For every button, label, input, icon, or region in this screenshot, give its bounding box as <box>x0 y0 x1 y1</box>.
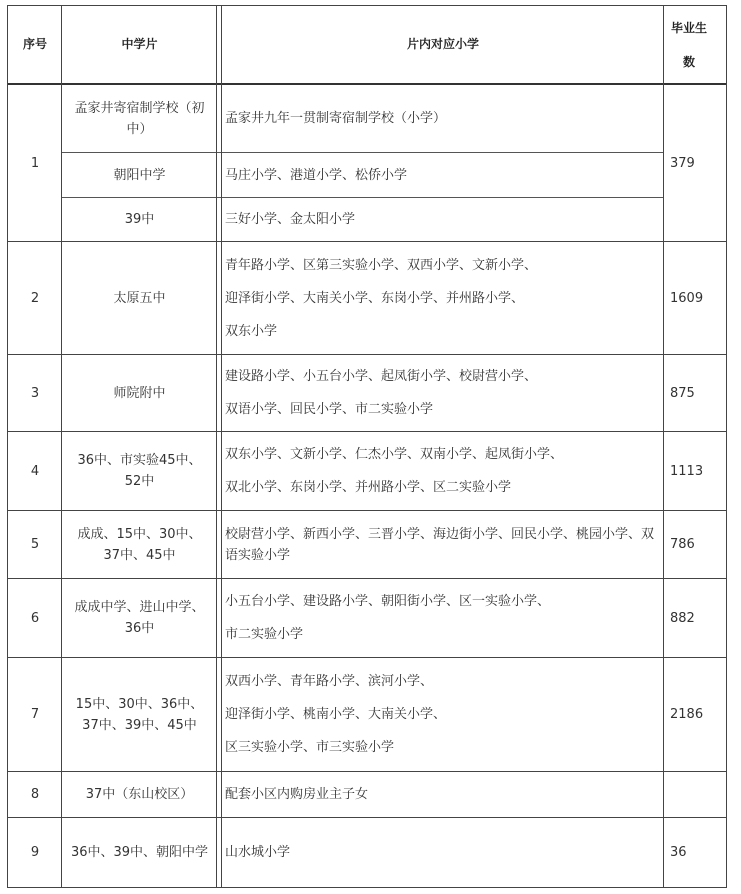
row-2-graduates: 1609 <box>670 290 704 306</box>
row-5-middle-school: 成成、15中、30中、37中、45中 <box>77 526 202 563</box>
row-3-middle-school: 师院附中 <box>113 385 166 401</box>
row-7-primary-schools: 双西小学、青年路小学、滨河小学、 迎泽街小学、桃南小学、大南关小学、 区三实验小学、市三实验小学 <box>225 674 447 755</box>
row-2-primary-schools: 青年路小学、区第三实验小学、双西小学、文新小学、 迎泽街小学、大南关小学、东岗小学、并州路小学、 双东小学 <box>225 257 538 339</box>
row-1a-primary-schools: 孟家井九年一贯制寄宿制学校（小学） <box>225 111 447 126</box>
row-7-middle-school: 15中、30中、36中、37中、39中、45中 <box>75 696 204 733</box>
row-1c-middle-school: 39中 <box>124 212 155 227</box>
row-9-primary-schools: 山水城小学 <box>225 845 291 860</box>
header-no: 序号 <box>22 37 47 51</box>
row-5-graduates: 786 <box>670 537 695 552</box>
row-5-primary-schools: 校尉营小学、新西小学、三晋小学、海边街小学、回民小学、桃园小学、双语实验小学 <box>225 526 655 563</box>
header-graduates: 毕业生数 <box>670 20 707 69</box>
row-1c-primary-schools: 三好小学、金太阳小学 <box>225 212 356 227</box>
row-1b-middle-school: 朝阳中学 <box>113 167 166 183</box>
row-1-graduates: 379 <box>670 155 695 171</box>
row-6-primary-schools: 小五台小学、建设路小学、朝阳街小学、区一实验小学、 市二实验小学 <box>225 594 551 642</box>
row-6-graduates: 882 <box>670 610 695 626</box>
row-4-primary-schools: 双东小学、文新小学、仁杰小学、双南小学、起凤街小学、 双北小学、东岗小学、并州路小学、区二实验小学 <box>225 447 564 495</box>
row-4-middle-school: 36中、市实验45中、52中 <box>77 453 202 489</box>
row-8-primary-schools: 配套小区内购房业主子女 <box>225 787 369 802</box>
table-border-right <box>726 5 727 888</box>
table-border-bottom <box>7 887 727 888</box>
row-3-primary-schools: 建设路小学、小五台小学、起凤街小学、校尉营小学、 双语小学、回民小学、市二实验小学 <box>225 369 538 417</box>
row-3-graduates: 875 <box>670 385 695 401</box>
row-9-graduates: 36 <box>670 845 687 860</box>
row-3-no: 3 <box>30 385 40 401</box>
row-6-middle-school: 成成中学、进山中学、36中 <box>74 600 205 636</box>
row-8-graduates <box>668 772 726 817</box>
row-6-no: 6 <box>30 610 40 626</box>
row-8-middle-school: 37中（东山校区） <box>85 787 194 802</box>
row-4-graduates: 1113 <box>670 463 704 479</box>
row-1a-middle-school: 孟家井寄宿制学校（初中） <box>74 100 205 137</box>
header-primary-schools: 片内对应小学 <box>406 37 479 51</box>
row-5-no: 5 <box>30 537 40 552</box>
row-2-middle-school: 太原五中 <box>113 290 166 306</box>
row-4-no: 4 <box>30 463 40 479</box>
column-divider <box>216 5 222 888</box>
row-9-no: 9 <box>30 845 40 860</box>
row-7-graduates: 2186 <box>670 707 704 722</box>
row-1b-primary-schools: 马庄小学、港道小学、松侨小学 <box>225 167 408 183</box>
row-7-no: 7 <box>30 707 40 722</box>
row-8-no: 8 <box>30 787 40 802</box>
row-1-no: 1 <box>30 155 40 171</box>
row-9-middle-school: 36中、39中、朝阳中学 <box>70 845 209 860</box>
column-divider <box>663 5 664 888</box>
row-2-no: 2 <box>30 290 40 306</box>
header-middle-school: 中学片 <box>121 37 158 51</box>
